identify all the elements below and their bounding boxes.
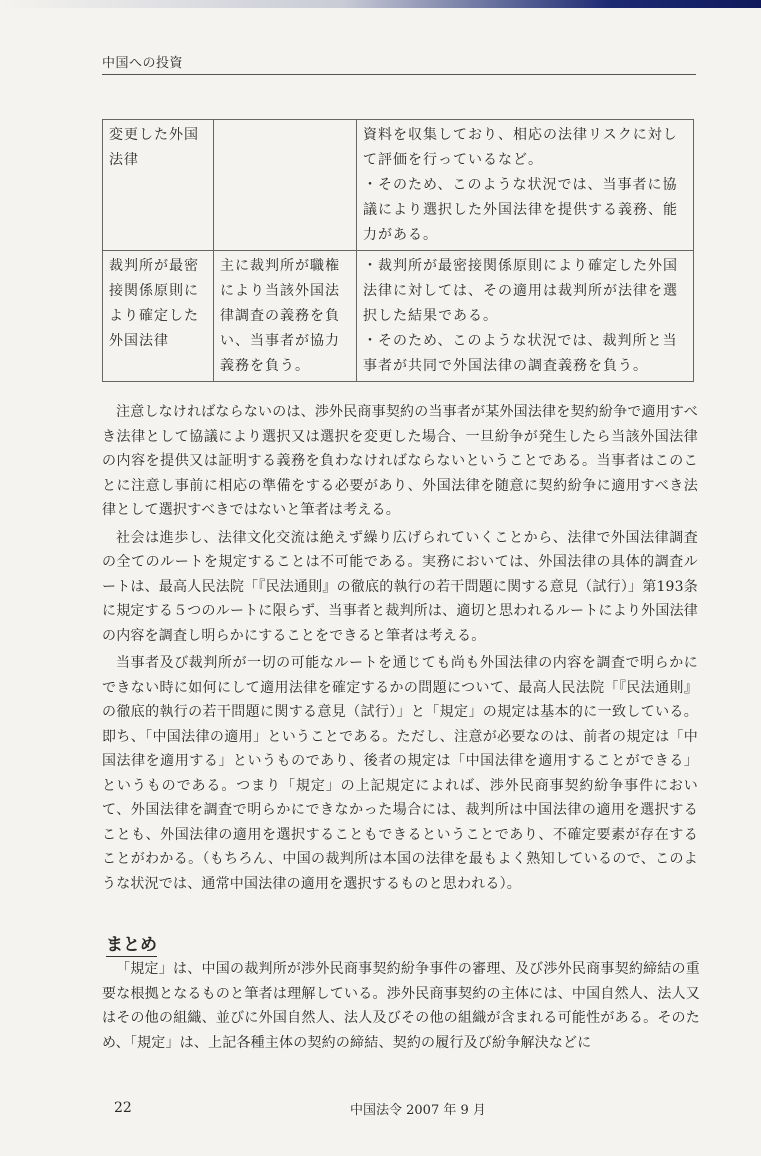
cell-text: 変更した外国法律 — [109, 127, 199, 168]
table-cell-reason — [357, 251, 694, 382]
cell-text: ・そのため、このような状況では、裁判所と当事者が共同で外国法律の調査義務を負う。 — [363, 333, 678, 374]
paragraph: 注意しなければならないのは、渉外民商事契約の当事者が某外国法律を契約紛争で適用すべき法律として協議により選択又は選択を変更した場合、一旦紛争が発生したら当該外国法律の内容を提供又は証明する義務を負わなければならないということである。当事者はこのことに注意し事前に相応の準備をする必要があり、外国法律を随意に契約紛争に適用すべき法律として選択すべきではないと筆者は考える。 — [102, 404, 698, 518]
table-cell-category — [103, 251, 214, 382]
page-number: 22 — [114, 1100, 132, 1116]
body-text — [102, 400, 698, 899]
table-cell-duty — [214, 120, 357, 251]
publication-footer: 中国法令 2007 年 9 月 — [350, 1103, 486, 1118]
cell-text: ・そのため、このような状況では、当事者に協議により選択した外国法律を提供する義務、能力がある。 — [363, 177, 678, 243]
top-decorative-band — [0, 0, 761, 8]
cell-text: 主に裁判所が職権により当該外国法律調査の義務を負い、当事者が協力義務を負う。 — [220, 258, 340, 374]
table-row — [103, 120, 694, 251]
table-row — [103, 251, 694, 382]
paragraph: 当事者及び裁判所が一切の可能なルートを通じても尚も外国法律の内容を調査で明らかにできない時に如何にして適用法律を確定するかの問題について、最高人民法院「『民法通則』の徹底的執行の若干問題に関する意見（試行）」と「規定」の規定は基本的に一致している。即ち、「中国法律の適用」ということである。ただし、注意が必要なのは、前者の規定は「中国法律を適用する」というものであり、後者の規定は「中国法律を適用することができる」というものである。つまり「規定」の上記規定によれば、渉外民商事契約紛争事件において、外国法律を調査で明らかにできなかった場合には、裁判所は中国法律の適用を選択することも、外国法律の適用を選択することもできるということであり、不確定要素が存在することがわかる。（もちろん、中国の裁判所は本国の法律を最もよく熟知しているので、このような状況では、通常中国法律の適用を選択するものと思われる）。 — [102, 655, 698, 892]
section-title: まとめ — [106, 930, 157, 957]
cell-text: 裁判所が最密接関係原則により確定した外国法律 — [109, 258, 199, 349]
table-cell-reason — [357, 120, 694, 251]
paragraph: 「規定」は、中国の裁判所が渉外民商事契約紛争事件の審理、及び渉外民商事契約締結の重要な根拠となるものと筆者は理解している。渉外民商事契約の主体には、中国自然人、法人又はその他の組織、並びに外国自然人、法人及びその他の組織が含まれる可能性がある。そのため、「規定」は、上記各種主体の契約の締結、契約の履行及び紛争解決などに — [102, 961, 700, 1051]
running-header: 中国への投資 — [102, 52, 696, 75]
cell-text: ・裁判所が最密接関係原則により確定した外国法律に対しては、その適用は裁判所が法律を選択した結果である。 — [363, 258, 678, 324]
summary-text — [102, 957, 700, 1055]
table-cell-duty — [214, 251, 357, 382]
comparison-table — [102, 119, 694, 382]
paragraph: 社会は進歩し、法律文化交流は絶えず繰り広げられていくことから、法律で外国法律調査の全てのルートを規定することは不可能である。実務においては、外国法律の具体的調査ルートは、最高人民法院「『民法通則』の徹底的執行の若干問題に関する意見（試行）」第193条に規定する５つのルートに限らず、当事者と裁判所は、適切と思われるルートにより外国法律の内容を調査し明らかにすることをできると筆者は考える。 — [102, 529, 698, 644]
cell-text: 資料を収集しており、相応の法律リスクに対して評価を行っているなど。 — [363, 127, 678, 168]
table-cell-category — [103, 120, 214, 251]
